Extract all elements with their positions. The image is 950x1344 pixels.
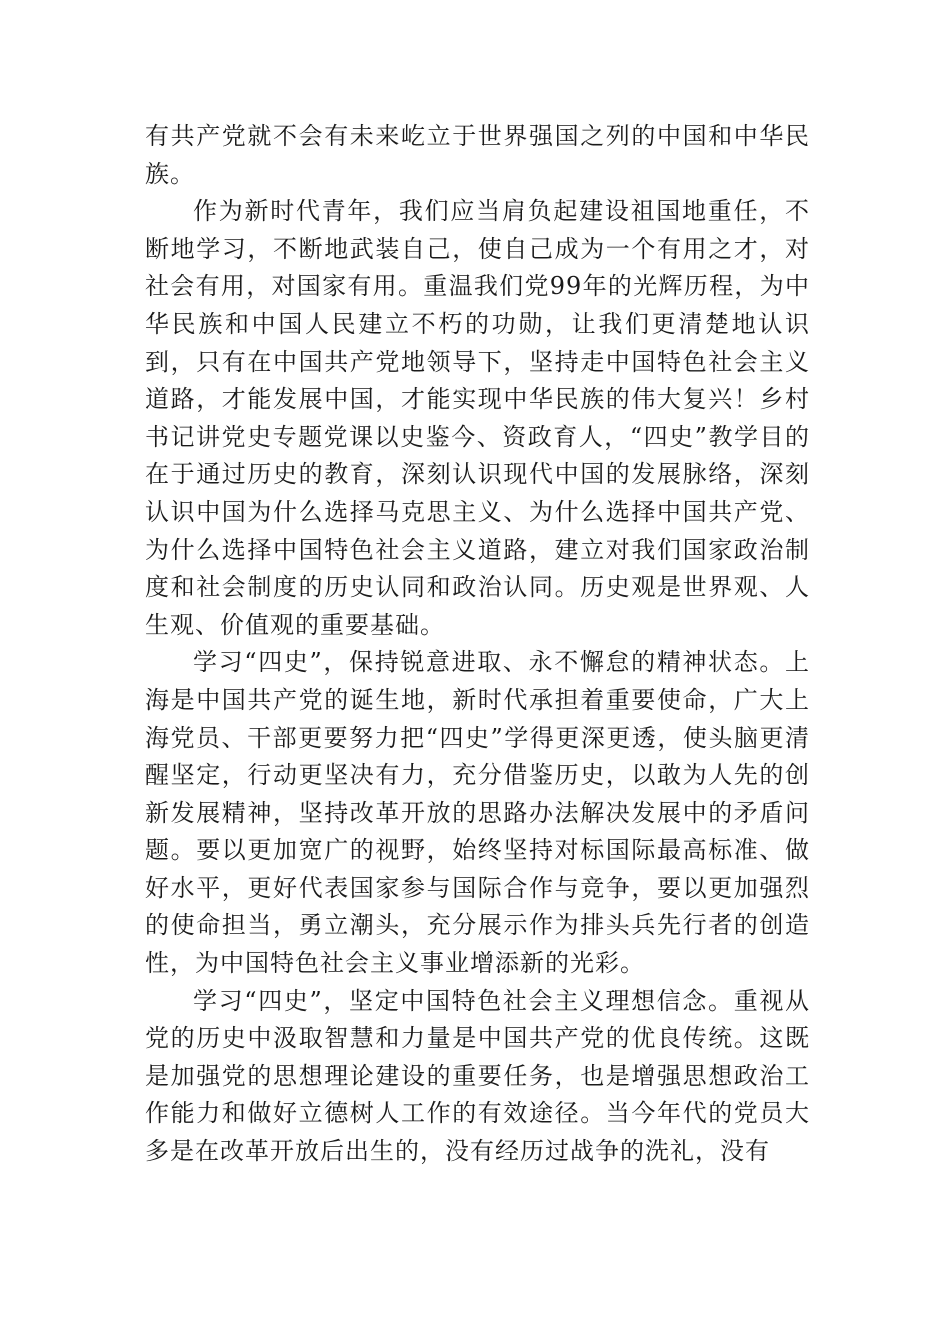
paragraph-2: 作为新时代青年，我们应当肩负起建设祖国地重任，不断地学习，不断地武装自己，使自己成为一个有用之才，对社会有用，对国家有用。重温我们党99年的光辉历程，为中华民族和中国人民建立不朽的功勋，让我们更清楚地认识到，只有在中国共产党地领导下，坚持走中国特色社会主义道路，才能发展中国，才能实现中华民族的伟大复兴！乡村书记讲党史专题党课以史鉴今、资政育人，“四史”教学目的在于通过历史的教育，深刻认识现代中国的发展脉络，深刻认识中国为什么选择马克思主义、为什么选择中国共产党、为什么选择中国特色社会主义道路，建立对我们国家政治制度和社会制度的历史认同和政治认同。历史观是世界观、人生观、价值观的重要基础。 [145,197,810,639]
paragraph-4: 学习“四史”，坚定中国特色社会主义理想信念。重视从党的历史中汲取智慧和力量是中国共产党的优良传统。这既是加强党的思想理论建设的重要任务，也是增强思想政治工作能力和做好立德树人工作的有效途径。当今年代的党员大多是在改革开放后出生的，没有经历过战争的洗礼，没有 [145,986,810,1166]
document-body [145,118,810,1171]
paragraph-1: 有共产党就不会有未来屹立于世界强国之列的中国和中华民族。 [145,122,810,188]
paragraph-3: 学习“四史”，保持锐意进取、永不懈怠的精神状态。上海是中国共产党的诞生地，新时代承担着重要使命，广大上海党员、干部更要努力把“四史”学得更深更透，使头脑更清醒坚定，行动更坚决有力，充分借鉴历史，以敢为人先的创新发展精神，坚持改革开放的思路办法解决发展中的矛盾问题。要以更加宽广的视野，始终坚持对标国际最高标准、做好水平，更好代表国家参与国际合作与竞争，要以更加强烈的使命担当，勇立潮头，充分展示作为排头兵先行者的创造性，为中国特色社会主义事业增添新的光彩。 [145,648,810,978]
